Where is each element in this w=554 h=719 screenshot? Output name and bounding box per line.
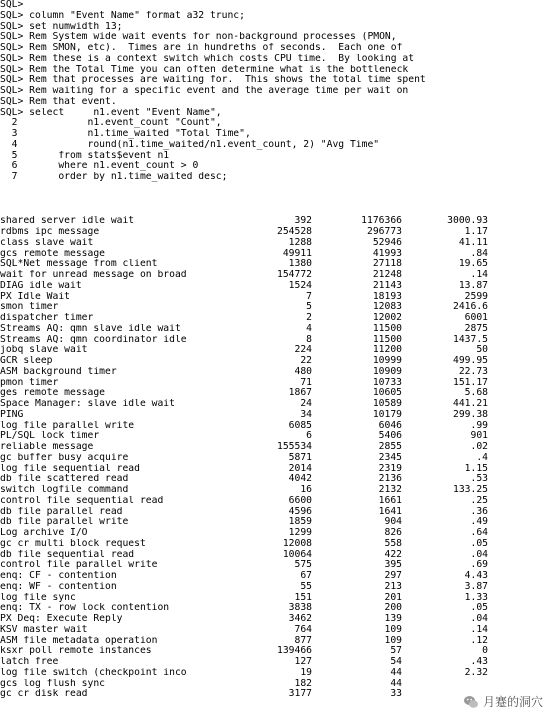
- cell-avg-time: 41.11: [458, 237, 488, 248]
- cell-event-name: PX Idle Wait: [0, 291, 70, 302]
- table-row: [0, 345, 554, 356]
- sql-line: 7 order by n1.time_waited desc;: [0, 172, 228, 182]
- cell-total-time: 10589: [372, 399, 402, 409]
- cell-total-time: 1176366: [361, 216, 402, 227]
- table-row: [0, 560, 554, 571]
- cell-count: 10064: [282, 549, 312, 560]
- table-row: [0, 259, 554, 270]
- table-row: [0, 302, 554, 313]
- cell-count: 764: [294, 624, 312, 635]
- sql-line: SQL>: [0, 0, 24, 10]
- cell-avg-time: 3000.93: [447, 216, 488, 227]
- cell-count: 2: [306, 313, 312, 323]
- cell-event-name: log file switch (checkpoint inco: [0, 667, 187, 678]
- cell-count: 6085: [288, 420, 312, 431]
- cell-event-name: control file parallel write: [0, 560, 158, 571]
- cell-event-name: log file sync: [0, 592, 76, 603]
- cell-total-time: 12002: [372, 313, 402, 323]
- cell-avg-time: .84: [470, 248, 488, 259]
- cell-total-time: 2136: [378, 474, 402, 485]
- cell-count: 1380: [288, 259, 312, 270]
- cell-avg-time: 441.21: [453, 399, 488, 409]
- cell-event-name: latch free: [0, 657, 59, 667]
- cell-avg-time: .05: [470, 538, 488, 549]
- sql-line: 6 where n1.event_count > 0: [0, 161, 199, 172]
- cell-event-name: db file parallel read: [0, 506, 123, 517]
- sql-line: SQL> Rem SMON, etc). Times are in hundreths of seconds. Each one of: [0, 43, 403, 53]
- table-row: [0, 378, 554, 389]
- sql-line: 4 round(n1.time_waited/n1.event_count, 2) "Avg Time": [0, 139, 380, 150]
- cell-count: 1524: [288, 280, 312, 291]
- cell-total-time: 10733: [372, 377, 402, 388]
- cell-count: 1867: [288, 388, 312, 399]
- cell-event-name: GCR sleep: [0, 356, 53, 366]
- sql-line: 5 from stats$event n1: [0, 150, 170, 161]
- cell-event-name: gc buffer busy acquire: [0, 452, 129, 463]
- cell-event-name: db file parallel write: [0, 517, 129, 528]
- cell-avg-time: 0: [482, 646, 488, 657]
- table-row: [0, 528, 554, 539]
- cell-avg-time: 299.38: [453, 409, 488, 420]
- table-row: [0, 249, 554, 260]
- cell-count: 24: [300, 399, 312, 409]
- table-row: [0, 238, 554, 249]
- cell-total-time: 44: [390, 678, 402, 689]
- table-row: [0, 582, 554, 593]
- table-row: [0, 593, 554, 604]
- cell-total-time: 395: [384, 560, 402, 571]
- cell-avg-time: .25: [470, 495, 488, 506]
- cell-event-name: PING: [0, 409, 24, 420]
- cell-count: 480: [294, 366, 312, 377]
- cell-total-time: 10909: [372, 366, 402, 377]
- cell-count: 224: [294, 345, 312, 356]
- table-row: [0, 388, 554, 399]
- cell-total-time: 558: [384, 538, 402, 549]
- cell-total-time: 10179: [372, 409, 402, 420]
- cell-count: 154772: [277, 270, 312, 280]
- cell-count: 155534: [277, 442, 312, 452]
- cell-avg-time: .64: [470, 528, 488, 538]
- cell-total-time: 1661: [378, 495, 402, 506]
- cell-avg-time: .43: [470, 657, 488, 667]
- table-row: [0, 399, 554, 410]
- cell-event-name: db file scattered read: [0, 474, 129, 485]
- cell-total-time: 904: [384, 517, 402, 528]
- cell-event-name: control file sequential read: [0, 495, 164, 506]
- cell-avg-time: 5.68: [464, 388, 488, 399]
- cell-avg-time: 2.32: [464, 667, 488, 678]
- cell-event-name: log file parallel write: [0, 420, 135, 431]
- cell-avg-time: 1437.5: [453, 334, 488, 345]
- table-row: [0, 474, 554, 485]
- cell-avg-time: .02: [470, 442, 488, 452]
- cell-total-time: 11500: [372, 323, 402, 334]
- sql-line: SQL> Rem these is a context switch which costs CPU time. By looking at: [0, 53, 415, 64]
- cell-avg-time: .99: [470, 420, 488, 431]
- wechat-icon: [463, 694, 479, 710]
- cell-event-name: rdbms ipc message: [0, 227, 100, 237]
- cell-avg-time: 1.17: [464, 227, 488, 237]
- cell-event-name: jobq slave wait: [0, 345, 88, 356]
- cell-event-name: pmon timer: [0, 377, 59, 388]
- cell-event-name: db file sequential read: [0, 549, 135, 560]
- cell-event-name: SQL*Net message from client: [0, 259, 158, 270]
- cell-avg-time: 499.95: [453, 356, 488, 366]
- cell-count: 4: [306, 323, 312, 334]
- table-separator-row: [0, 206, 554, 217]
- cell-count: 6600: [288, 495, 312, 506]
- cell-event-name: Streams AQ: qmn slave idle wait: [0, 323, 181, 334]
- sql-line: SQL> Rem System wide wait events for non-background processes (PMON,: [0, 32, 397, 43]
- sql-line: SQL> Rem waiting for a specific event and the average time per wait on: [0, 86, 409, 96]
- cell-event-name: reliable message: [0, 442, 94, 452]
- cell-total-time: 2132: [378, 485, 402, 495]
- cell-avg-time: .12: [470, 635, 488, 646]
- cell-count: 19: [300, 667, 312, 678]
- watermark-text: 月蹇的洞穴: [482, 694, 543, 709]
- cell-avg-time: 3.87: [464, 581, 488, 592]
- result-table: [0, 195, 554, 700]
- cell-count: 71: [300, 377, 312, 388]
- cell-total-time: 18193: [372, 291, 402, 302]
- cell-total-time: 21248: [372, 270, 402, 280]
- cell-total-time: 57: [390, 646, 402, 657]
- cell-total-time: 12083: [372, 302, 402, 313]
- table-row: [0, 464, 554, 475]
- cell-total-time: 27118: [372, 259, 402, 270]
- cell-total-time: 41993: [372, 248, 402, 259]
- cell-total-time: 11500: [372, 334, 402, 345]
- cell-avg-time: .4: [476, 452, 488, 463]
- cell-count: 4042: [288, 474, 312, 485]
- cell-avg-time: 901: [470, 431, 488, 442]
- cell-count: 3462: [288, 614, 312, 624]
- cell-total-time: 139: [384, 614, 402, 624]
- table-row: [0, 603, 554, 614]
- cell-avg-time: 151.17: [453, 377, 488, 388]
- cell-total-time: 296773: [367, 227, 402, 237]
- table-row: [0, 646, 554, 657]
- cell-event-name: ksxr poll remote instances: [0, 646, 152, 657]
- cell-total-time: 6046: [378, 420, 402, 431]
- table-row: [0, 281, 554, 292]
- sql-line: SQL> column "Event Name" format a32 trunc;: [0, 10, 245, 21]
- cell-avg-time: .14: [470, 624, 488, 635]
- cell-event-name: switch logfile command: [0, 485, 129, 495]
- cell-total-time: 54: [390, 657, 402, 667]
- cell-total-time: 109: [384, 624, 402, 635]
- table-body: [0, 216, 554, 700]
- cell-event-name: PL/SQL lock timer: [0, 431, 100, 442]
- cell-total-time: 10999: [372, 356, 402, 366]
- cell-event-name: DIAG idle wait: [0, 280, 82, 291]
- cell-avg-time: 6001: [464, 313, 488, 323]
- cell-count: 22: [300, 356, 312, 366]
- cell-total-time: 200: [384, 603, 402, 614]
- cell-avg-time: 22.73: [458, 366, 488, 377]
- table-row: [0, 367, 554, 378]
- cell-event-name: Space Manager: slave idle wait: [0, 399, 175, 409]
- table-row: [0, 668, 554, 679]
- sql-line: SQL> select n1.event "Event Name",: [0, 107, 222, 118]
- cell-total-time: 52946: [372, 237, 402, 248]
- cell-total-time: 826: [384, 528, 402, 538]
- cell-count: 1288: [288, 237, 312, 248]
- table-row: [0, 442, 554, 453]
- cell-avg-time: .53: [470, 474, 488, 485]
- cell-event-name: wait for unread message on broad: [0, 270, 187, 280]
- table-row: [0, 292, 554, 303]
- cell-avg-time: 2599: [464, 291, 488, 302]
- cell-event-name: enq: CF - contention: [0, 571, 117, 581]
- cell-total-time: 201: [384, 592, 402, 603]
- cell-count: 16: [300, 485, 312, 495]
- cell-avg-time: 133.25: [453, 485, 488, 495]
- cell-count: 55: [300, 581, 312, 592]
- cell-total-time: 2319: [378, 463, 402, 474]
- table-row: [0, 335, 554, 346]
- table-row: [0, 636, 554, 647]
- table-row: [0, 571, 554, 582]
- cell-avg-time: .36: [470, 506, 488, 517]
- cell-count: 3177: [288, 689, 312, 700]
- cell-event-name: PX Deq: Execute Reply: [0, 614, 123, 624]
- cell-avg-time: .49: [470, 517, 488, 528]
- table-row: [0, 550, 554, 561]
- cell-avg-time: 2416.6: [453, 302, 488, 313]
- cell-avg-time: 2875: [464, 323, 488, 334]
- table-row: [0, 216, 554, 227]
- cell-total-time: 2855: [378, 442, 402, 452]
- cell-count: 151: [294, 592, 312, 603]
- cell-event-name: ges remote message: [0, 388, 105, 399]
- cell-event-name: enq: TX - row lock contention: [0, 603, 170, 614]
- cell-avg-time: .04: [470, 614, 488, 624]
- sql-line: SQL> set numwidth 13;: [0, 21, 123, 32]
- cell-count: 2014: [288, 463, 312, 474]
- cell-total-time: 109: [384, 635, 402, 646]
- cell-event-name: dispatcher timer: [0, 313, 94, 323]
- cell-event-name: ASM file metadata operation: [0, 635, 158, 646]
- cell-count: 254528: [277, 227, 312, 237]
- cell-count: 1299: [288, 528, 312, 538]
- cell-count: 49911: [282, 248, 312, 259]
- cell-count: 182: [294, 678, 312, 689]
- cell-event-name: gcs log flush sync: [0, 678, 105, 689]
- cell-avg-time: 1.33: [464, 592, 488, 603]
- cell-avg-time: 19.65: [458, 259, 488, 270]
- sql-line: SQL> Rem that processes are waiting for. This shows the total time spent: [0, 75, 426, 86]
- cell-total-time: 33: [390, 689, 402, 700]
- cell-event-name: ASM background timer: [0, 366, 117, 377]
- cell-event-name: log file sequential read: [0, 463, 140, 474]
- cell-event-name: shared server idle wait: [0, 216, 135, 227]
- cell-event-name: Streams AQ: qmn coordinator idle: [0, 334, 187, 345]
- table-row: [0, 453, 554, 464]
- cell-event-name: class slave wait: [0, 237, 94, 248]
- table-row: [0, 421, 554, 432]
- cell-event-name: smon timer: [0, 302, 59, 313]
- table-row: [0, 270, 554, 281]
- table-row: [0, 614, 554, 625]
- cell-event-name: gc cr multi block request: [0, 538, 146, 549]
- cell-total-time: 5406: [378, 431, 402, 442]
- cell-total-time: 2345: [378, 452, 402, 463]
- watermark: [460, 693, 546, 711]
- cell-count: 7: [306, 291, 312, 302]
- cell-avg-time: 4.43: [464, 571, 488, 581]
- table-header-row: [0, 195, 554, 206]
- cell-total-time: 1641: [378, 506, 402, 517]
- cell-total-time: 10605: [372, 388, 402, 399]
- cell-total-time: 213: [384, 581, 402, 592]
- table-row: [0, 517, 554, 528]
- cell-count: 877: [294, 635, 312, 646]
- cell-count: 1859: [288, 517, 312, 528]
- cell-event-name: gc cr disk read: [0, 689, 88, 700]
- cell-count: 6: [306, 431, 312, 442]
- cell-total-time: 11200: [372, 345, 402, 356]
- blank-line: [0, 183, 554, 195]
- cell-count: 5: [306, 302, 312, 313]
- cell-total-time: 297: [384, 571, 402, 581]
- table-row: [0, 431, 554, 442]
- cell-avg-time: .69: [470, 560, 488, 571]
- table-row: [0, 410, 554, 421]
- cell-avg-time: 13.87: [458, 280, 488, 291]
- table-row: [0, 679, 554, 690]
- cell-avg-time: .04: [470, 549, 488, 560]
- table-row: [0, 496, 554, 507]
- table-row: [0, 227, 554, 238]
- table-row: [0, 507, 554, 518]
- cell-avg-time: .05: [470, 603, 488, 614]
- cell-count: 4596: [288, 506, 312, 517]
- cell-count: 392: [294, 216, 312, 227]
- cell-total-time: 44: [390, 667, 402, 678]
- cell-avg-time: .14: [470, 270, 488, 280]
- table-row: [0, 356, 554, 367]
- table-row: [0, 313, 554, 324]
- cell-count: 3838: [288, 603, 312, 614]
- cell-count: 139466: [277, 646, 312, 657]
- cell-total-time: 422: [384, 549, 402, 560]
- sql-line: 3 n1.time_waited "Total Time",: [0, 129, 251, 139]
- cell-count: 8: [306, 334, 312, 345]
- cell-avg-time: 1.15: [464, 463, 488, 474]
- cell-avg-time: 50: [476, 345, 488, 356]
- table-row: [0, 485, 554, 496]
- cell-total-time: 21143: [372, 280, 402, 291]
- table-row: [0, 625, 554, 636]
- sql-line: 2 n1.event_count "Count",: [0, 118, 222, 129]
- table-row: [0, 539, 554, 550]
- cell-count: 34: [300, 409, 312, 420]
- cell-event-name: Log archive I/O: [0, 528, 88, 538]
- sql-line: SQL> Rem the Total Time you can often determine what is the bottleneck: [0, 64, 409, 75]
- table-row: [0, 324, 554, 335]
- cell-count: 575: [294, 560, 312, 571]
- table-row: [0, 657, 554, 668]
- cell-event-name: gcs remote message: [0, 248, 105, 259]
- cell-count: 127: [294, 657, 312, 667]
- sql-line: SQL> Rem that event.: [0, 96, 117, 107]
- cell-event-name: KSV master wait: [0, 624, 88, 635]
- sql-command-block: [0, 0, 554, 183]
- cell-event-name: enq: WF - contention: [0, 581, 117, 592]
- cell-count: 12008: [282, 538, 312, 549]
- cell-count: 5871: [288, 452, 312, 463]
- cell-count: 67: [300, 571, 312, 581]
